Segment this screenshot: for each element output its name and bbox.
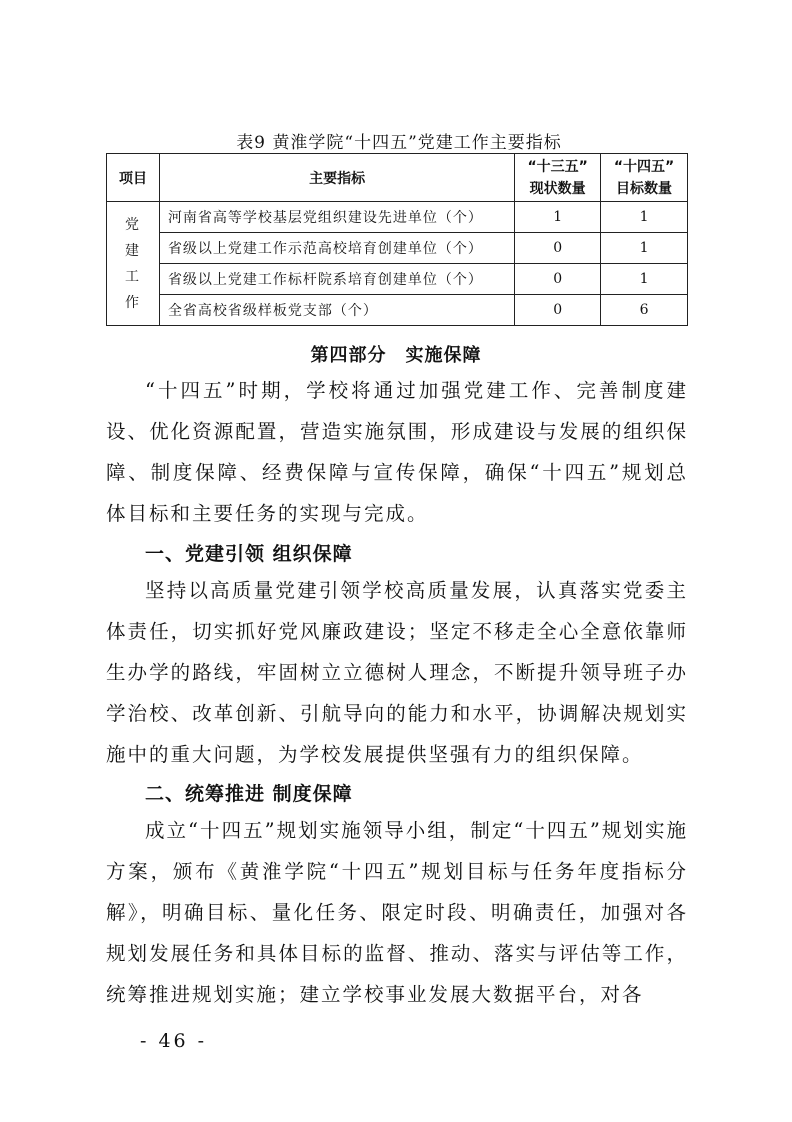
row-target: 1: [601, 264, 688, 295]
intro-paragraph: “十四五”时期，学校将通过加强党建工作、完善制度建设、优化资源配置，营造实施氛围，形成建设与发展的组织保障、制度保障、经费保障与宣传保障，确保“十四五”规划总体目标和主要任务的实现与完成。: [106, 379, 688, 525]
row-current: 0: [515, 295, 601, 326]
indicator-table: [106, 153, 688, 326]
table-caption: 表9 黄淮学院“十四五”党建工作主要指标: [236, 133, 562, 153]
category-cell: [107, 202, 160, 326]
subsection-1-body: 坚持以高质量党建引领学校高质量发展，认真落实党委主体责任，切实抓好党风廉政建设；坚定不移走全心全意依靠师生办学的路线，牢固树立立德树人理念，不断提升领导班子办学治校、改革创新、引航导向的能力和水平，协调解决规划实施中的重大问题，为学校发展提供坚强有力的组织保障。: [106, 579, 688, 766]
table-row: [107, 233, 688, 264]
category-label: 党建工作: [124, 216, 141, 311]
section-title: 第四部分 实施保障: [310, 345, 482, 366]
header-current-line2: 现状数量: [529, 180, 586, 197]
header-indicator: 主要指标: [159, 154, 514, 202]
header-target-line2: 目标数量: [616, 180, 673, 197]
row-indicator: 全省高校省级样板党支部（个）: [159, 295, 514, 326]
table-row: [107, 264, 688, 295]
row-current: 0: [515, 233, 601, 264]
row-target: 1: [601, 233, 688, 264]
header-current-line1: “十三五”: [527, 158, 588, 175]
row-current: 0: [515, 264, 601, 295]
table-header-row: [107, 154, 688, 202]
page-number: - 46 -: [140, 1030, 208, 1052]
table-row: [107, 202, 688, 233]
row-current: 1: [515, 202, 601, 233]
header-item: 项目: [107, 154, 160, 202]
row-indicator: 省级以上党建工作示范高校培育创建单位（个）: [159, 233, 514, 264]
row-indicator: 省级以上党建工作标杆院系培育创建单位（个）: [159, 264, 514, 295]
subsection-1-title: 一、党建引领 组织保障: [145, 543, 353, 565]
row-target: 1: [601, 202, 688, 233]
header-target: [601, 154, 688, 202]
row-indicator: 河南省高等学校基层党组织建设先进单位（个）: [159, 202, 514, 233]
header-target-line1: “十四五”: [613, 158, 675, 175]
subsection-2-body: 成立“十四五”规划实施领导小组，制定“十四五”规划实施方案，颁布《黄淮学院“十四五”规划目标与任务年度指标分解》，明确目标、量化任务、限定时段、明确责任，加强对各规划发展任务和具体目标的监督、推动、落实与评估等工作，统筹推进规划实施；建立学校事业发展大数据平台，对各: [106, 819, 688, 1006]
row-target: 6: [601, 295, 688, 326]
header-current: [515, 154, 601, 202]
subsection-2-title: 二、统筹推进 制度保障: [145, 783, 353, 805]
table-row: [107, 295, 688, 326]
